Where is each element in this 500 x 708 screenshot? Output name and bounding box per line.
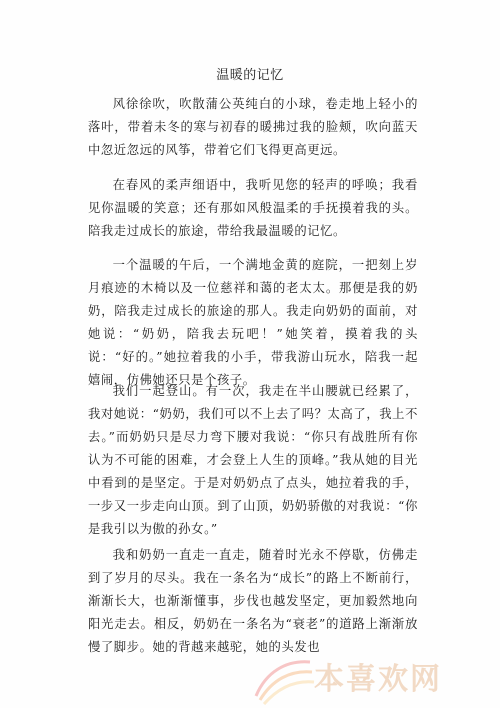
- watermark-text: 本喜欢网: [314, 662, 442, 697]
- paragraph-1: 风徐徐吹，吹散蒲公英纯白的小球，卷走地上轻小的落叶，带着未冬的寒与初春的暖拂过我的脸颊，吹向蓝天中忽近忽远的风筝，带着它们飞得更高更远。: [88, 97, 418, 157]
- watermark: [248, 648, 500, 708]
- watermark-swirl-icon: [248, 652, 318, 706]
- paragraph-4: 我们一起登山。有一次，我走在半山腰就已经累了，我对她说：“奶奶，我们可以不上去了吗？太高了，我上不去。”而奶奶只是尽力弯下腰对我说：“你只有战胜所有你认为不可能的困难，才会登上人生的顶峰。”我从她的目光中看到的是坚定。于是对奶奶点了点头，她拉着我的手，一步又一步走向山顶。到了山顶，奶奶骄傲的对我说：“你是我引以为傲的孙女。”: [88, 384, 418, 536]
- paragraph-2: 在春风的柔声细语中，我听见您的轻声的呼唤；我看见你温暖的笑意；还有那如风般温柔的手抚摸着我的头。陪我走过成长的旅途，带给我最温暖的记忆。: [88, 178, 418, 238]
- paragraph-5: 我和奶奶一直走一直走，随着时光永不停歇，仿佛走到了岁月的尽头。我在一条名为“成长”的路上不断前行，渐渐长大，也渐渐懂事，步伐也越发坚定，更加毅然地向阳光走去。相反，奶奶在一条名为“衰老”的道路上渐渐放慢了脚步。她的背越来越驼，她的头发也: [88, 548, 418, 654]
- document-title: 温暖的记忆: [216, 68, 284, 83]
- paragraph-3: 一个温暖的午后，一个满地金黄的庭院，一把刻上岁月痕迹的木椅以及一位慈祥和蔼的老太太。那便是我的奶奶，陪我走过成长的旅途的那人。我走向奶奶的面前，对她说：“奶奶，陪我去玩吧！”她笑着，摸着我的头说：“好的。”她拉着我的小手，带我游山玩水，陪我一起嬉闹，仿佛她还只是个孩子。: [88, 258, 418, 387]
